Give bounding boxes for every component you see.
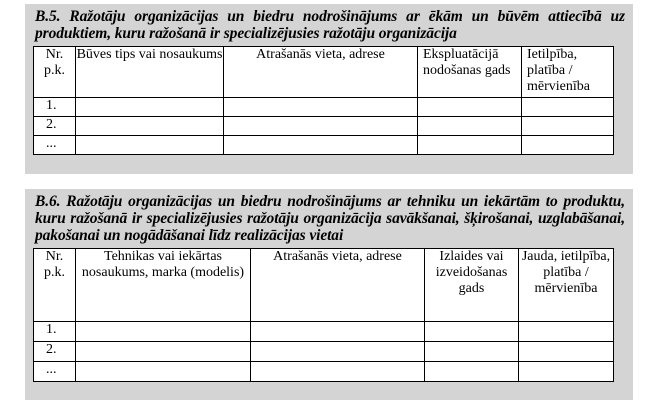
row-number: 2.	[34, 117, 76, 136]
table-cell[interactable]	[76, 98, 224, 117]
table-cell[interactable]	[519, 322, 614, 342]
table-cell[interactable]	[522, 136, 614, 155]
table-header-row	[34, 47, 614, 98]
col-header-year: Izlaides vai izveidošanas gads	[425, 249, 519, 322]
col-header-location: Atrašanās vieta, adrese	[251, 249, 425, 322]
col-header-nr: Nr. p.k.	[34, 47, 76, 98]
section-b5	[25, 4, 633, 174]
row-number: 1.	[34, 322, 76, 342]
table-row	[34, 342, 614, 362]
col-header-capacity: Ietilpība, platība / mērvienība	[522, 47, 614, 98]
section-b6	[25, 189, 633, 400]
row-number: 1.	[34, 98, 76, 117]
table-cell[interactable]	[76, 362, 251, 382]
table-cell[interactable]	[76, 322, 251, 342]
table-cell[interactable]	[425, 322, 519, 342]
col-header-location: Atrašanās vieta, adrese	[224, 47, 418, 98]
table-b6	[33, 248, 614, 382]
table-cell[interactable]	[425, 362, 519, 382]
table-cell[interactable]	[251, 322, 425, 342]
table-cell[interactable]	[251, 342, 425, 362]
table-cell[interactable]	[76, 136, 224, 155]
table-cell[interactable]	[224, 98, 418, 117]
table-cell[interactable]	[418, 98, 522, 117]
col-header-year: Ekspluatācijā nodošanas gads	[418, 47, 522, 98]
table-cell[interactable]	[251, 362, 425, 382]
table-cell[interactable]	[418, 136, 522, 155]
table-cell[interactable]	[519, 362, 614, 382]
table-cell[interactable]	[418, 117, 522, 136]
table-cell[interactable]	[519, 342, 614, 362]
table-header-row	[34, 249, 614, 322]
table-row	[34, 322, 614, 342]
table-cell[interactable]	[522, 98, 614, 117]
row-number: 2.	[34, 342, 76, 362]
row-number: ...	[34, 136, 76, 155]
col-header-name: Tehnikas vai iekārtas nosaukums, marka (modelis)	[76, 249, 251, 322]
table-cell[interactable]	[76, 117, 224, 136]
table-row	[34, 362, 614, 382]
section-b6-heading: B.6. Ražotāju organizācijas un biedru nodrošinājums ar tehniku un iekārtām to produktu, kuru ražošanā ir specializējusies ražotāju organizācija savākšanai, šķirošanai, uzglabāšanai, pakošanai un nogādāšanai līdz realizācijas vietai	[35, 193, 625, 244]
col-header-nr: Nr. p.k.	[34, 249, 76, 322]
table-b5	[33, 46, 614, 155]
table-row	[34, 136, 614, 155]
table-cell[interactable]	[522, 117, 614, 136]
table-cell[interactable]	[76, 342, 251, 362]
col-header-name: Būves tips vai nosaukums	[76, 47, 224, 98]
table-cell[interactable]	[224, 117, 418, 136]
col-header-capacity: Jauda, ietilpība, platība / mērvienība	[519, 249, 614, 322]
table-cell[interactable]	[224, 136, 418, 155]
section-b5-heading: B.5. Ražotāju organizācijas un biedru nodrošinājums ar ēkām un būvēm attiecībā uz produktiem, kuru ražošanā ir specializējusies ražotāju organizācija	[35, 8, 625, 42]
row-number: ...	[34, 362, 76, 382]
table-row	[34, 98, 614, 117]
table-row	[34, 117, 614, 136]
table-cell[interactable]	[425, 342, 519, 362]
